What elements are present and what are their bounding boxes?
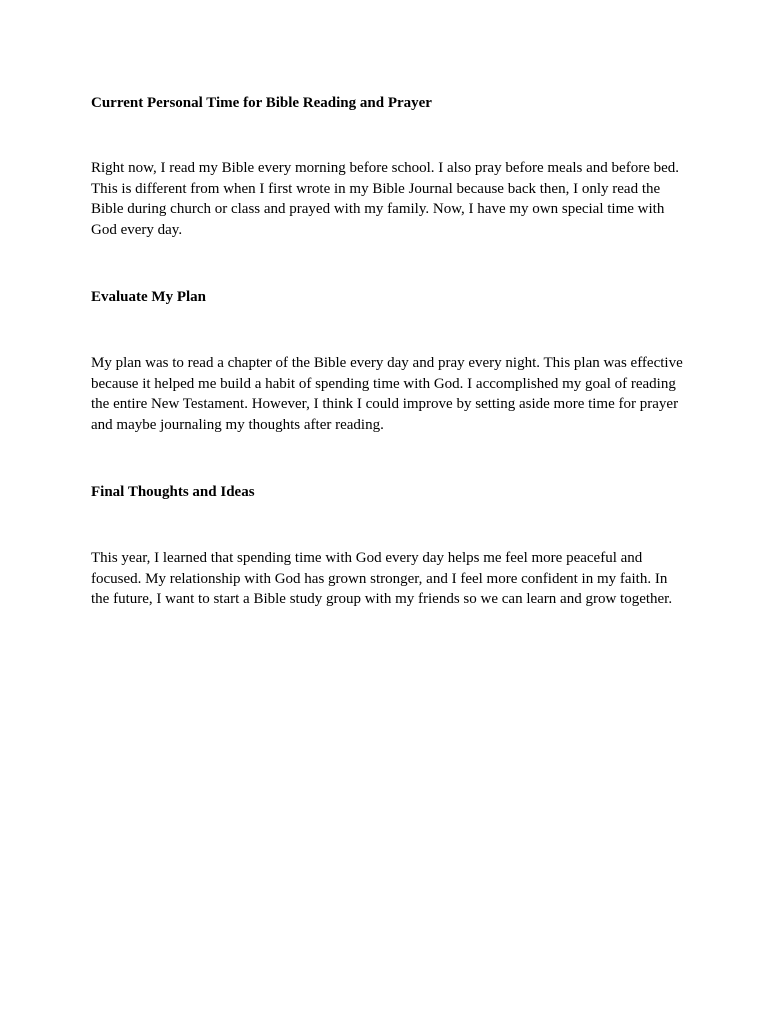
section-body-final-thoughts: This year, I learned that spending time with God every day helps me feel more peaceful and focused. My relationship with God has grown stronger, and I feel more confident in my faith. In the future, I want to start a Bible study group with my friends so we can learn and grow together. (91, 550, 673, 608)
section-heading-current-personal-time: Current Personal Time for Bible Reading and Prayer (91, 95, 432, 111)
section-heading-final-thoughts: Final Thoughts and Ideas (91, 484, 255, 500)
section-heading-evaluate-plan: Evaluate My Plan (91, 289, 206, 305)
section-body-current-personal-time: Right now, I read my Bible every morning before school. I also pray before meals and before bed. This is different from when I first wrote in my Bible Journal because back then, I only read the Bible during church or class and prayed with my family. Now, I have my own special time with God every day. (91, 160, 680, 238)
section-body-evaluate-plan: My plan was to read a chapter of the Bible every day and pray every night. This plan was effective because it helped me build a habit of spending time with God. I accomplished my goal of reading the entire New Testament. However, I think I could improve by setting aside more time for prayer and maybe journaling my thoughts after reading. (91, 355, 683, 433)
